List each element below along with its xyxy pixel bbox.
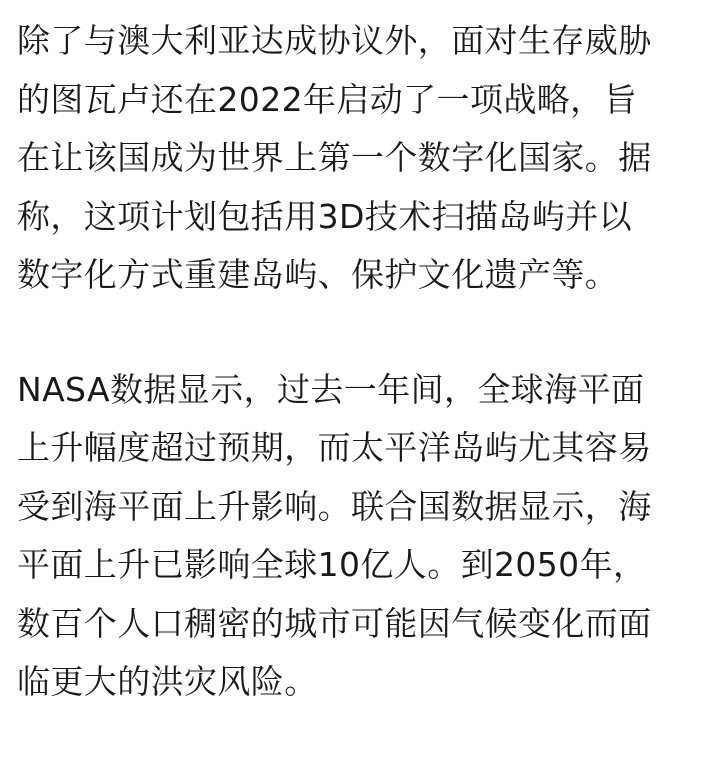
text-line: 上升幅度超过预期，而太平洋岛屿尤其容易 [17,428,652,467]
text-line: 的图瓦卢还在2022年启动了一项战略，旨 [17,79,637,119]
text-line: 除了与澳大利亚达成协议外，面对生存威胁 [17,21,652,60]
article-body [17,12,707,712]
paragraph-1 [17,12,707,305]
text-line: 平面上升已影响全球10亿人。到2050年， [17,545,647,584]
paragraph-2 [17,361,707,712]
text-line: 在让该国成为世界上第一个数字化国家。据 [17,138,652,177]
text-line: 称，这项计划包括用3D技术扫描岛屿并以 [17,196,633,236]
text-line: 受到海平面上升影响。联合国数据显示，海 [17,486,652,526]
text-line: 数字化方式重建岛屿、保护文化遗产等。 [17,255,619,294]
text-line: 临更大的洪灾风险。 [17,662,318,701]
paragraph-spacer [17,305,707,361]
text-line: 数百个人口稠密的城市可能因气候变化而面 [17,603,652,643]
text-line: NASA数据显示，过去一年间，全球海平面 [17,369,645,409]
